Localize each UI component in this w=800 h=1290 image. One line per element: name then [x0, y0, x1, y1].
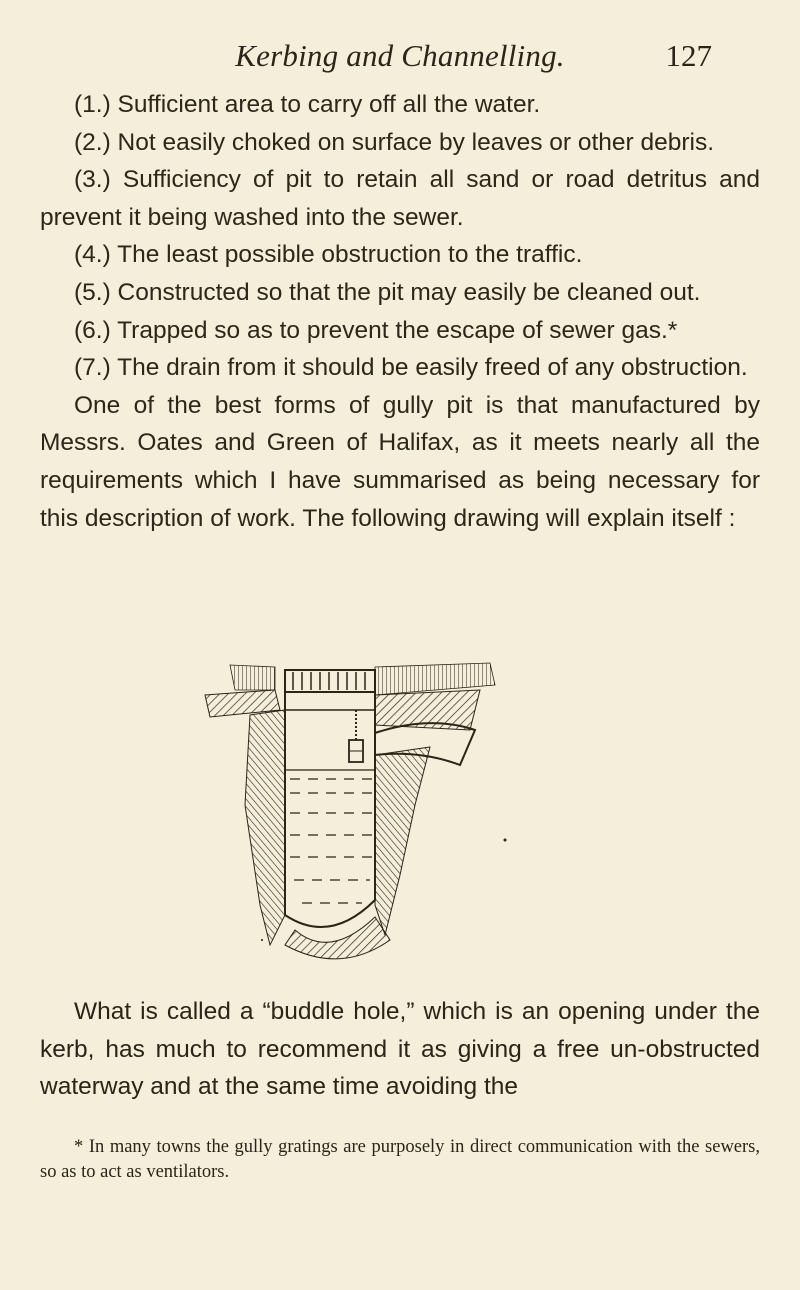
requirement-2: (2.) Not easily choked on surface by leaves or other debris.	[74, 128, 715, 156]
requirement-6: (6.) Trapped so as to prevent the escape of sewer gas.*	[74, 316, 678, 344]
gully-pit-section-icon	[190, 655, 540, 975]
requirement-3: (3.) Sufficiency of pit to retain all sand or road detritus and prevent it being washed into the sewer.	[40, 166, 760, 231]
gully-pit-drawing	[190, 655, 540, 975]
requirement-5: (5.) Constructed so that the pit may easily be cleaned out.	[74, 278, 701, 306]
continued-paragraph: What is called a “buddle hole,” which is an opening under the kerb, has much to recommend it as giving a free un-obstructed waterway and at the same time avoiding the	[40, 998, 760, 1101]
page-number: 127	[665, 38, 712, 73]
requirement-1: (1.) Sufficient area to carry off all the water.	[74, 91, 541, 118]
intro-paragraph: One of the best forms of gully pit is that manufactured by Messrs. Oates and Green of Halifax, as it meets nearly all the requirements which I have summarised as being necessary for this description of work. The following drawing will explain itself :	[40, 391, 760, 532]
requirement-4: (4.) The least possible obstruction to the traffic.	[74, 241, 583, 269]
page-header	[0, 38, 800, 78]
requirement-7: (7.) The drain from it should be easily freed of any obstruction.	[74, 354, 748, 382]
footnote: * In many towns the gully gratings are purposely in direct communication with the sewers, so as to act as ventilators.	[40, 1137, 760, 1182]
running-title: Kerbing and Channelling.	[235, 38, 565, 73]
body-text	[40, 86, 760, 537]
